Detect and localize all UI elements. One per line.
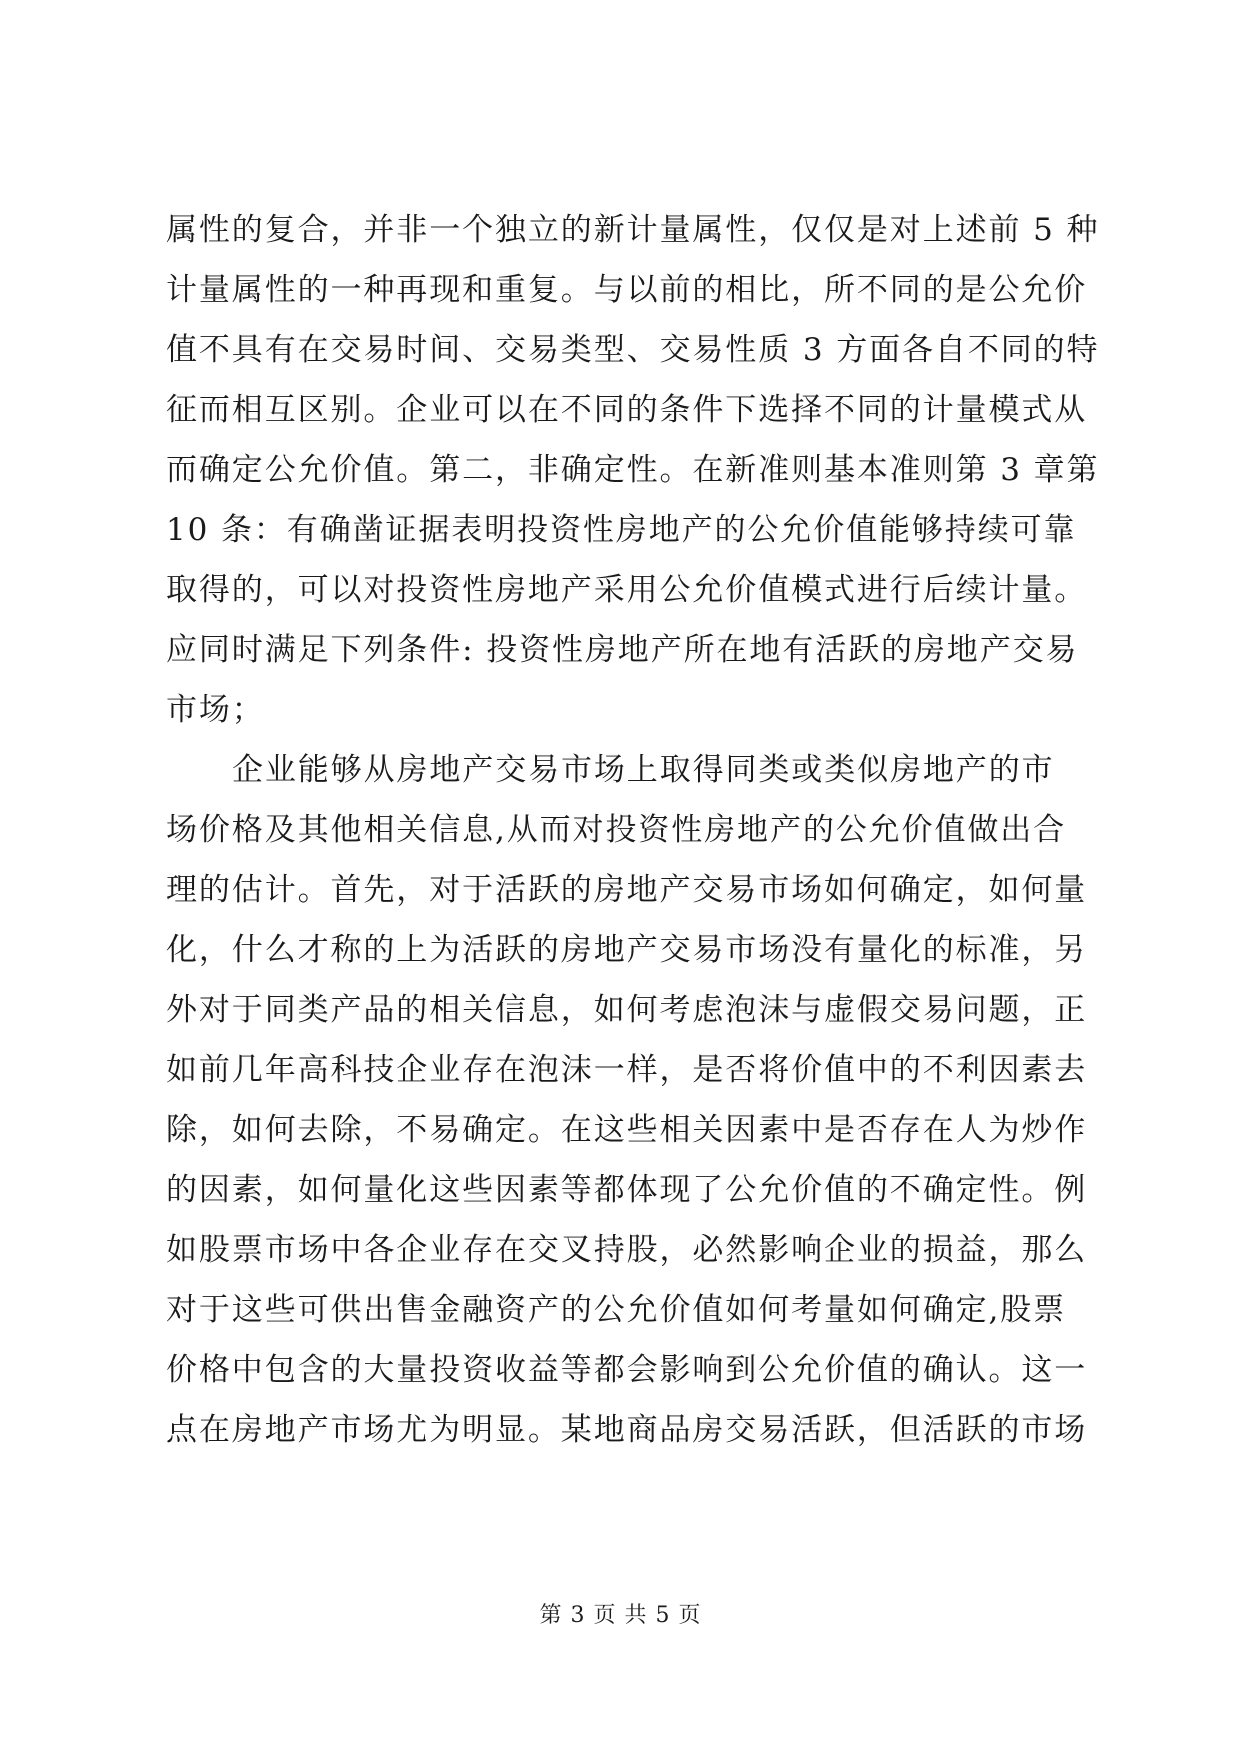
- text-line: 除，如何去除，不易确定。在这些相关因素中是否存在人为炒作: [166, 1112, 1088, 1148]
- text-line: 理的估计。首先，对于活跃的房地产交易市场如何确定，如何量: [166, 872, 1088, 908]
- text-line: 如股票市场中各企业存在交叉持股，必然影响企业的损益，那么: [166, 1232, 1088, 1268]
- text-line: 企业能够从房地产交易市场上取得同类或类似房地产的市: [232, 752, 1055, 788]
- text-line: 的因素，如何量化这些因素等都体现了公允价值的不确定性。例: [166, 1172, 1088, 1208]
- text-line: 征而相互区别。企业可以在不同的条件下选择不同的计量模式从: [166, 392, 1088, 428]
- text-line: 应同时满足下列条件: 投资性房地产所在地有活跃的房地产交易: [166, 632, 1079, 668]
- text-line: 属性的复合，并非一个独立的新计量属性，仅仅是对上述前 5 种: [166, 212, 1100, 248]
- text-line: 化，什么才称的上为活跃的房地产交易市场没有量化的标准，另: [166, 932, 1088, 968]
- text-line: 价格中包含的大量投资收益等都会影响到公允价值的确认。这一: [166, 1352, 1088, 1388]
- text-line: 点在房地产市场尤为明显。某地商品房交易活跃，但活跃的市场: [166, 1412, 1088, 1448]
- text-line: 而确定公允价值。第二，非确定性。在新准则基本准则第 3 章第: [166, 452, 1100, 488]
- body-text: [166, 200, 1100, 1460]
- paragraph: [166, 740, 1086, 1460]
- page-footer: 第 3 页 共 5 页: [539, 1603, 702, 1628]
- text-line: 值不具有在交易时间、交易类型、交易性质 3 方面各自不同的特: [166, 332, 1100, 368]
- text-line: 10 条：有确凿证据表明投资性房地产的公允价值能够持续可靠: [166, 512, 1077, 548]
- text-line: 如前几年高科技企业存在泡沫一样，是否将价值中的不利因素去: [166, 1052, 1088, 1088]
- text-line: 场价格及其他相关信息,从而对投资性房地产的公允价值做出合: [166, 812, 1067, 848]
- text-line: 计量属性的一种再现和重复。与以前的相比，所不同的是公允价: [166, 272, 1088, 308]
- text-line: 外对于同类产品的相关信息，如何考虑泡沫与虚假交易问题，正: [166, 992, 1088, 1028]
- text-line: 市场；: [166, 692, 265, 728]
- paragraph: [166, 200, 1100, 740]
- text-line: 取得的，可以对投资性房地产采用公允价值模式进行后续计量。: [166, 572, 1088, 608]
- text-line: 对于这些可供出售金融资产的公允价值如何考量如何确定,股票: [166, 1292, 1067, 1328]
